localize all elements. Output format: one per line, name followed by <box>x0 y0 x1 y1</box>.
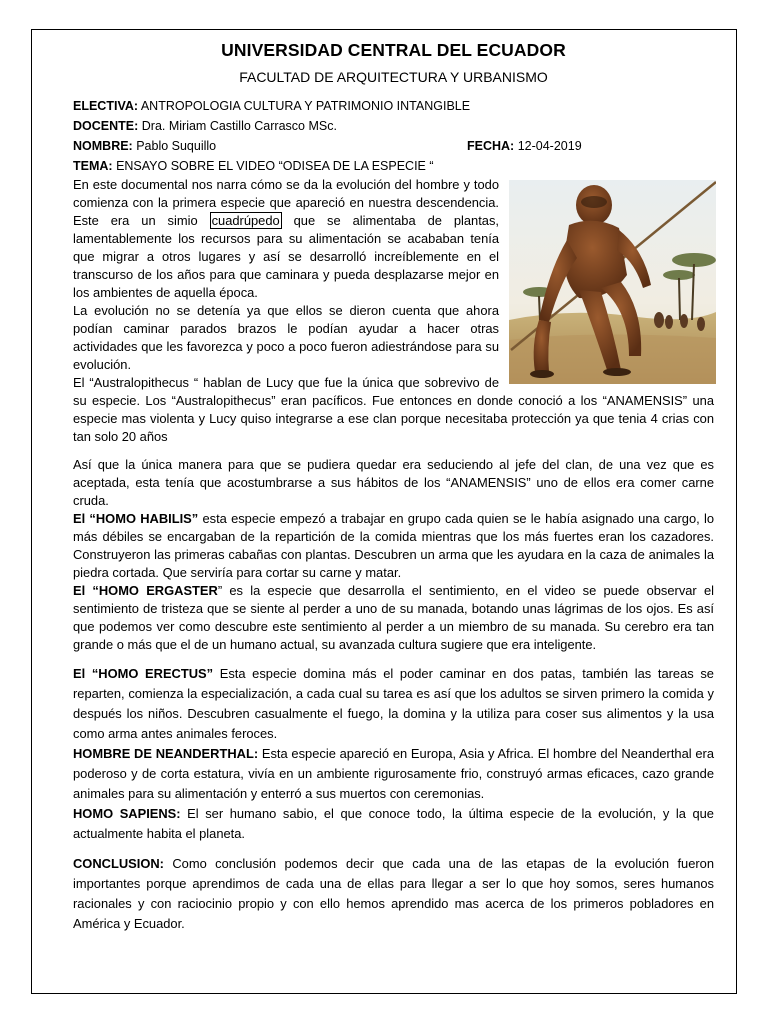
fecha-field <box>467 136 582 156</box>
docente-value: Dra. Miriam Castillo Carrasco MSc. <box>141 119 337 133</box>
paragraph-australopithecus: El “Australopithecus “ hablan de Lucy que fue la única que sobrevivo de su especie. Los “Australopithecus” eran pacíficos. Fue entonces en donde conoció a los “ANAMENSIS” una especie mas violenta y Lucy quiso integrarse a ese clan porque necesitaba protección ya que tenia 4 crias con tan solo 20 años <box>73 375 714 444</box>
early-hominid-illustration <box>509 180 716 384</box>
paragraph-anamensis: Así que la única manera para que se pudiera quedar era seduciendo al jefe del clan, de una vez que es aceptada, esta tenía que acostumbrarse a sus hábitos de los “ANAMENSIS” uno de ellos era comer carne cruda. <box>73 457 714 508</box>
p1-after: que se alimentaba de plantas, lamentablemente los recursos para su alimentación se acababan tenía que migrar a otros lugares y así se desarrolló increíblemente en el transcurso de los años para que caminara y pueda desplazarse mejor en los ambientes de aquella época. <box>73 213 499 300</box>
tema-line <box>73 156 714 176</box>
nombre-value: Pablo Suquillo <box>136 139 217 153</box>
university-title: UNIVERSIDAD CENTRAL DEL ECUADOR <box>221 40 566 60</box>
docente-label: DOCENTE: <box>73 119 139 133</box>
homo-erectus-label: El “HOMO ERECTUS” <box>73 666 214 681</box>
homo-ergaster-label: El “HOMO ERGASTER <box>73 583 218 598</box>
paragraph-conclusion: CONCLUSION: Como conclusión podemos decir que cada una de las etapas de la evolución fueron importantes porque aprendimos de cada una de ellas para llegar a ser lo que hoy somos, seres humanos racionales y con raciocinio propio y con ello hemos aprendido mas acerca de los primeros pobladores en América y Ecuador. <box>73 856 714 931</box>
tema-value: ENSAYO SOBRE EL VIDEO “ODISEA DE LA ESPECIE “ <box>116 159 434 173</box>
paragraph-homo-erectus: El “HOMO ERECTUS” Esta especie domina más el poder caminar en dos patas, también las tareas se reparten, comienza la especialización, a cada cual su tarea es así que los adultos se sirven primero la comida y después los niños. Descubren casualmente el fuego, la domina y la utiliza para coser sus alimentos y la usa como arma antes animales feroces. <box>73 666 714 741</box>
paragraph-evolution: La evolución no se detenía ya que ellos se dieron cuenta que ahora podían caminar parados brazos le podían ayudar a hacer otras actividades que les favorezca y poco a poco fueron adiestrándose para su evolución. <box>73 303 499 372</box>
electiva-value: ANTROPOLOGIA CULTURA Y PATRIMONIO INTANGIBLE <box>140 99 471 113</box>
homo-sapiens-label: HOMO SAPIENS: <box>73 806 181 821</box>
docente-line <box>73 116 714 136</box>
boxed-word: cuadrúpedo <box>211 213 280 228</box>
fecha-label: FECHA: <box>467 139 515 153</box>
faculty-subtitle: FACULTAD DE ARQUITECTURA Y URBANISMO <box>239 69 548 85</box>
electiva-line <box>73 96 714 116</box>
paragraph-neanderthal: HOMBRE DE NEANDERTHAL: Esta especie apareció en Europa, Asia y Africa. El hombre del Neanderthal era poderoso y de corta estatura, vivía en un ambiente rigurosamente frio, construyó armas eficaces, cazo grande animales para su alimentación y enterró a sus muertos con ceremonias. <box>73 746 714 801</box>
nombre-label: NOMBRE: <box>73 139 133 153</box>
nombre-line <box>73 136 714 156</box>
fecha-value: 12-04-2019 <box>517 139 582 153</box>
paragraph-homo-sapiens: HOMO SAPIENS: El ser humano sabio, el que conoce todo, la última especie de la evolución, y la que actualmente habita el planeta. <box>73 806 714 841</box>
homo-habilis-label: El “HOMO HABILIS” <box>73 511 199 526</box>
tema-label: TEMA: <box>73 159 113 173</box>
neanderthal-label: HOMBRE DE NEANDERTHAL: <box>73 746 259 761</box>
paragraph-homo-habilis: El “HOMO HABILIS” esta especie empezó a trabajar en grupo cada quien se le había asignado una cargo, lo más débiles se encargaban de la repartición de la comida mientras que los más fuertes eran los cazadores. Construyeron las primeras cabañas con plantas. Descubren un arma que les ayudara en la caza de animales la piedra cortada. Que serviría para cortar su carne y matar. <box>73 511 714 580</box>
paragraph-homo-ergaster: El “HOMO ERGASTER” es la especie que desarrolla el sentimiento, en el video se puede observar el sentimiento de tristeza que se siente al perder a uno de su manada, botando unas lágrimas de los ojos. Es así que podemos ver como descubre este sentimiento al perder a un miembro de su manada. Su cerebro era tan grande o más que el de un humano actual, su avanzada cultura sugiere que era inteligente. <box>73 583 714 652</box>
document-page <box>73 40 714 934</box>
conclusion-label: CONCLUSION: <box>73 856 164 871</box>
electiva-label: ELECTIVA: <box>73 99 139 113</box>
p1-before: En este documental nos narra cómo se da la evolución del hombre y todo comienza con la primera especie que apareció en nuestra descendencia. Este era un simio <box>73 177 499 228</box>
